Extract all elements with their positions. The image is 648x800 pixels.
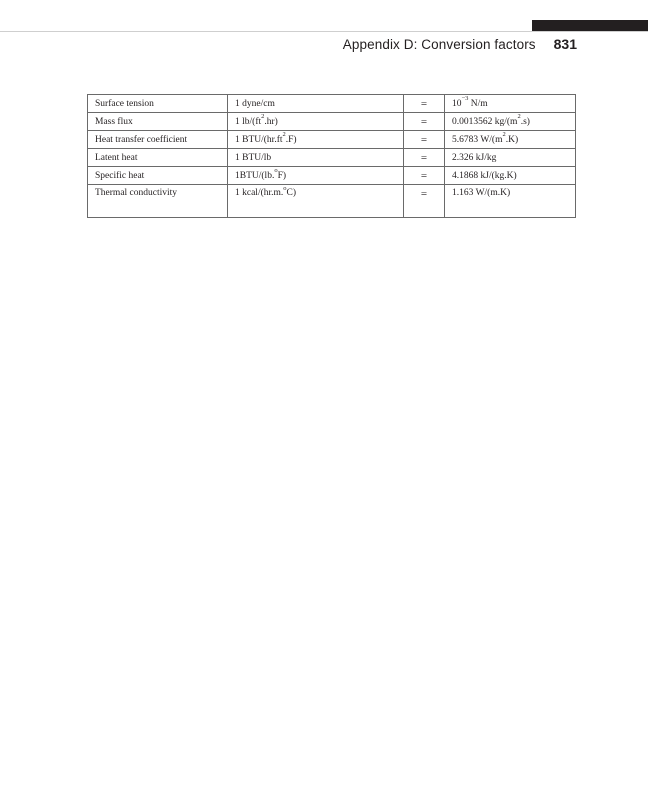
quantity-cell: Thermal conductivity (88, 185, 228, 218)
from-unit-text: 1 kcal/(hr.m. (235, 188, 284, 198)
to-unit-text: 5.6783 W/(m (452, 134, 503, 145)
table-row (88, 185, 576, 218)
running-head (343, 36, 577, 54)
degree-mark: o (274, 167, 278, 175)
exponent: −3 (461, 95, 469, 103)
quantity-cell: Mass flux (88, 113, 228, 131)
from-unit-cell (228, 185, 404, 218)
equals-cell: = (404, 131, 445, 149)
from-unit-text: .hr) (264, 116, 278, 127)
to-unit-text: 1.163 W/(m.K) (452, 188, 511, 198)
degree-mark: o (283, 184, 287, 192)
from-unit-text: 1 dyne/cm (235, 98, 275, 109)
from-unit-text: 1 BTU/(hr.ft (235, 134, 283, 145)
from-unit-cell (228, 149, 404, 167)
equals-cell: = (404, 185, 445, 218)
from-unit-text: 1 BTU/lb (235, 152, 272, 163)
exponent: 2 (502, 131, 506, 139)
to-unit-text: .K) (505, 134, 519, 145)
exponent: 2 (261, 113, 265, 121)
to-unit-cell (445, 131, 576, 149)
to-unit-text: 0.0013562 kg/(m (452, 116, 518, 127)
page-number: 831 (553, 36, 577, 52)
from-unit-cell (228, 113, 404, 131)
equals-cell: = (404, 167, 445, 185)
exponent: 2 (282, 131, 286, 139)
header-rule (0, 31, 648, 32)
to-unit-text: 10 (452, 98, 462, 109)
conversion-table (87, 94, 576, 218)
from-unit-text: F) (277, 170, 287, 181)
quantity-cell: Heat transfer coefficient (88, 131, 228, 149)
equals-cell: = (404, 149, 445, 167)
to-unit-cell (445, 185, 576, 218)
from-unit-text: 1BTU/(lb. (235, 170, 275, 181)
to-unit-cell (445, 95, 576, 113)
from-unit-text: 1 lb/(ft (235, 116, 262, 127)
table-row (88, 149, 576, 167)
equals-cell: = (404, 95, 445, 113)
quantity-cell: Surface tension (88, 95, 228, 113)
table-row (88, 167, 576, 185)
from-unit-text: C) (286, 188, 297, 198)
to-unit-cell (445, 167, 576, 185)
to-unit-text: 4.1868 kJ/(kg.K) (452, 170, 517, 181)
to-unit-text: .s) (520, 116, 530, 127)
table-row (88, 95, 576, 113)
table-row (88, 113, 576, 131)
to-unit-cell (445, 113, 576, 131)
to-unit-cell (445, 149, 576, 167)
quantity-cell: Latent heat (88, 149, 228, 167)
from-unit-cell (228, 95, 404, 113)
from-unit-text: .F) (285, 134, 297, 145)
table-row (88, 131, 576, 149)
exponent: 2 (517, 113, 521, 121)
equals-cell: = (404, 113, 445, 131)
from-unit-cell (228, 131, 404, 149)
section-title: Appendix D: Conversion factors (342, 37, 536, 52)
header-decoration-bar (532, 20, 648, 31)
quantity-cell: Specific heat (88, 167, 228, 185)
from-unit-cell (228, 167, 404, 185)
to-unit-text: N/m (468, 98, 488, 109)
to-unit-text: 2.326 kJ/kg (452, 152, 497, 163)
